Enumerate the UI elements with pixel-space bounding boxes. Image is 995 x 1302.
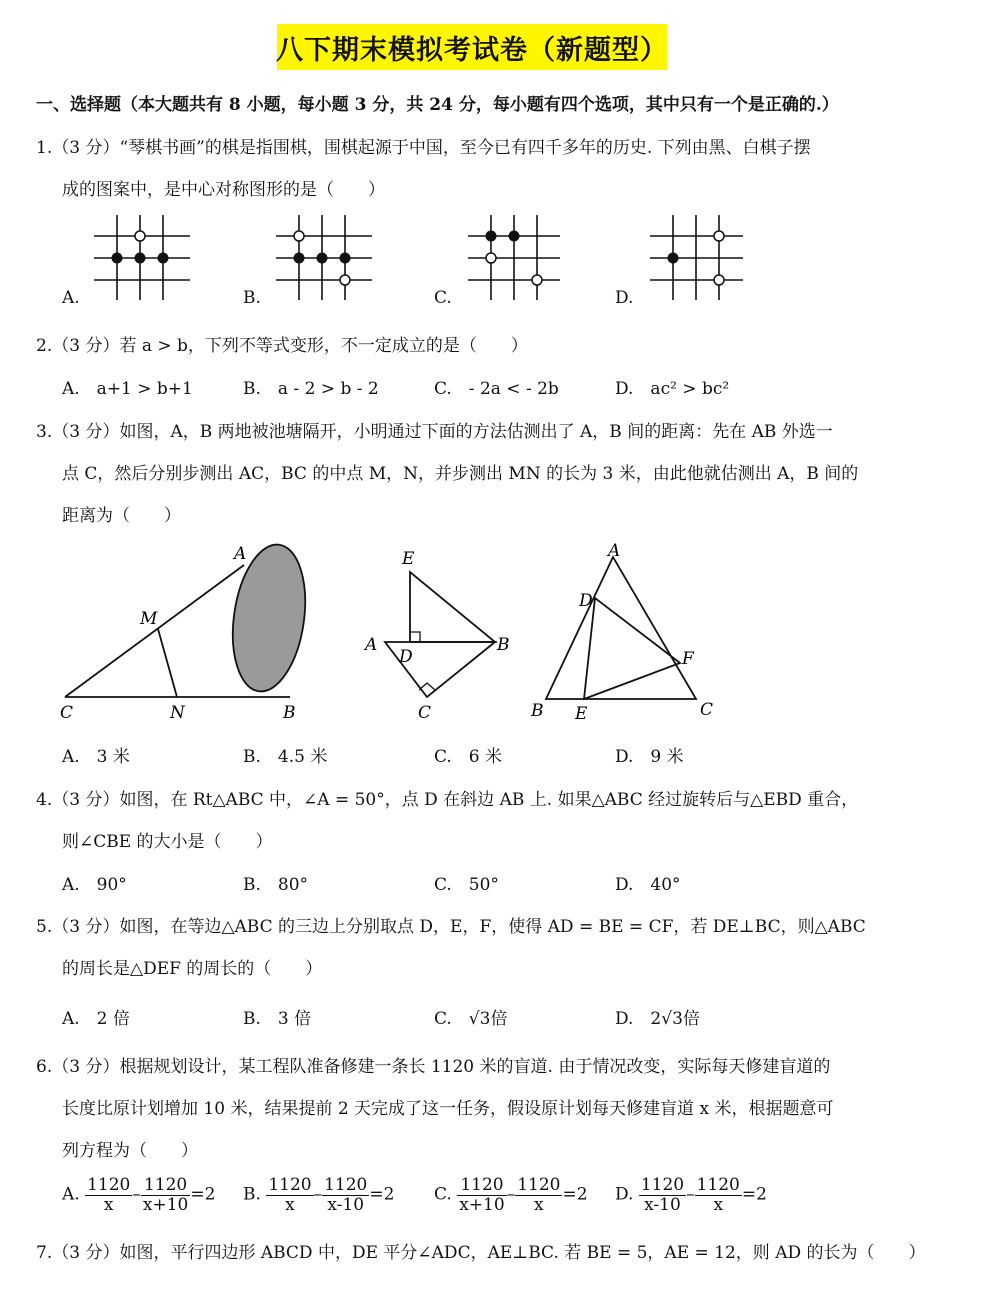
black-stone <box>294 253 305 264</box>
q4-option-c: C. 50° <box>434 875 499 895</box>
q5-option-d: D. 2√3倍 <box>615 1009 700 1029</box>
equilateral-figure <box>525 540 725 725</box>
q2-option-b: B. a - 2 > b - 2 <box>243 379 379 399</box>
segment-ca <box>65 565 244 697</box>
numerator: 1120 <box>268 1175 312 1195</box>
label-a: A <box>234 544 247 564</box>
white-stone <box>714 231 724 241</box>
denominator: x <box>713 1194 724 1215</box>
label-b: B <box>531 701 544 721</box>
q6-line3: 列方程为（ ） <box>62 1141 198 1161</box>
triangle-abc <box>546 557 696 699</box>
rhs: =2 <box>741 1184 767 1205</box>
white-stone <box>486 253 496 263</box>
page-title: 八下期末模拟考试卷（新题型） <box>276 34 668 66</box>
white-stone <box>340 275 350 285</box>
white-stone <box>532 275 542 285</box>
option-label: C. <box>434 1184 452 1205</box>
numerator: 1120 <box>324 1175 368 1195</box>
label-f: F <box>682 649 694 669</box>
label-a: A <box>608 541 621 561</box>
q2-option-d: D. ac² > bc² <box>615 379 730 399</box>
fraction <box>695 1176 742 1214</box>
numerator: 1120 <box>87 1175 131 1195</box>
q5-option-b: B. 3 倍 <box>243 1009 312 1029</box>
q2-option-c: C. - 2a < - 2b <box>434 379 559 399</box>
label-c: C <box>418 703 432 723</box>
q1-line1: 1.（3 分）“琴棋书画”的棋是指围棋，围棋起源于中国，至今已有四千多年的历史. 下列由黑、白棋子摆 <box>36 138 811 158</box>
numerator: 1120 <box>457 1176 506 1196</box>
q3-option-a: A. 3 米 <box>62 747 130 767</box>
numerator: 1120 <box>517 1175 561 1195</box>
q6-line1: 6.（3 分）根据规划设计，某工程队准备修建一条长 1120 米的盲道. 由于情况改变，实际每天修建盲道的 <box>36 1057 831 1077</box>
denominator: x <box>103 1194 114 1215</box>
q6-option-c: C. $\frac{1120}{x+10}$ – $\frac{1120}{x}$ =2 <box>434 1175 588 1215</box>
q1-option-c: C. <box>434 288 452 308</box>
segment-mn <box>158 629 177 697</box>
label-d: D <box>399 647 413 667</box>
q3-line3: 距离为（ ） <box>62 506 181 526</box>
black-stone <box>135 253 146 264</box>
q5-option-a: A. 2 倍 <box>62 1009 130 1029</box>
q5-line1: 5.（3 分）如图，在等边△ABC 的三边上分别取点 D，E，F，使得 AD = BE = CF，若 DE⊥BC，则△ABC <box>36 917 866 937</box>
q2-line1: 2.（3 分）若 a > b，下列不等式变形，不一定成立的是（ ） <box>36 336 528 356</box>
label-e: E <box>402 549 415 569</box>
q3-line1: 3.（3 分）如图，A，B 两地被池塘隔开，小明通过下面的方法估测出了 A，B 间的距离：先在 AB 外选一 <box>36 422 833 442</box>
numerator: 1120 <box>696 1175 740 1195</box>
label-d: D <box>579 591 593 611</box>
black-stone <box>486 231 497 242</box>
fraction <box>457 1176 506 1214</box>
fraction <box>322 1176 369 1214</box>
denominator: x-10 <box>644 1194 681 1215</box>
denominator: x <box>285 1194 295 1215</box>
q4-option-b: B. 80° <box>243 875 309 895</box>
rhs: =2 <box>562 1184 588 1205</box>
option-label: D. <box>615 1184 634 1205</box>
label-m: M <box>140 609 158 629</box>
q5-line2: 的周长是△DEF 的周长的（ ） <box>62 959 323 979</box>
rhs: =2 <box>369 1184 395 1205</box>
q3-option-b: B. 4.5 米 <box>243 747 328 767</box>
go-board-d <box>650 215 743 300</box>
option-label: B. <box>243 1184 261 1205</box>
label-c: C <box>700 700 714 720</box>
rhs: =2 <box>190 1184 216 1205</box>
q5-option-c: C. √3倍 <box>434 1009 508 1029</box>
q6-option-b: B. $\frac{1120}{x}$ – $\frac{1120}{x-10}$ =2 <box>243 1175 395 1215</box>
q1-go-boards <box>0 205 995 305</box>
q4-option-d: D. 40° <box>615 875 681 895</box>
right-angle-mark <box>410 632 420 642</box>
numerator: 1120 <box>141 1176 190 1196</box>
denominator: x-10 <box>327 1194 365 1215</box>
black-stone <box>317 253 328 264</box>
q7-line1: 7.（3 分）如图，平行四边形 ABCD 中，DE 平分∠ADC，AE⊥BC. 若 BE = 5，AE = 12，则 AD 的长为（ ） <box>36 1243 926 1263</box>
white-stone <box>294 231 304 241</box>
q1-option-b: B. <box>243 288 261 308</box>
denominator: x <box>534 1194 544 1215</box>
black-stone <box>112 253 123 264</box>
fraction <box>639 1176 686 1214</box>
black-stone <box>668 253 679 264</box>
fraction <box>515 1176 562 1214</box>
q1-line2: 成的图案中，是中心对称图形的是（ ） <box>62 180 385 200</box>
black-stone <box>509 231 520 242</box>
label-b: B <box>283 703 296 723</box>
label-c: C <box>60 703 74 723</box>
fraction <box>266 1176 313 1214</box>
q1-option-d: D. <box>615 288 634 308</box>
triangle-ebd <box>410 572 495 642</box>
q6-option-a: A. $\frac{1120}{x}$ – $\frac{1120}{x+10}$ =2 <box>62 1175 216 1215</box>
q6-option-d: D. $\frac{1120}{x-10}$ – $\frac{1120}{x}$ =2 <box>615 1175 767 1215</box>
title-highlight <box>277 24 667 70</box>
pond-figure <box>50 540 330 730</box>
option-label: A. <box>62 1184 80 1205</box>
q4-line2: 则∠CBE 的大小是（ ） <box>62 832 273 852</box>
q6-line2: 长度比原计划增加 10 米，结果提前 2 天完成了这一任务，假设原计划每天修建盲道 x 米，根据题意可 <box>62 1099 834 1119</box>
q4-line1: 4.（3 分）如图，在 Rt△ABC 中，∠A = 50°，点 D 在斜边 AB 上. 如果△ABC 经过旋转后与△EBD 重合， <box>36 790 859 810</box>
label-n: N <box>170 703 185 723</box>
black-stone <box>158 253 169 264</box>
numerator: 1120 <box>640 1175 685 1195</box>
q2-option-a: A. a+1 > b+1 <box>62 379 193 399</box>
q3-option-d: D. 9 米 <box>615 747 684 767</box>
black-stone <box>340 253 351 264</box>
fraction <box>85 1176 132 1214</box>
white-stone <box>714 275 724 285</box>
q3-line2: 点 C，然后分别步测出 AC，BC 的中点 M，N，并步测出 MN 的长为 3 米，由此他就估测出 A，B 间的 <box>62 464 859 484</box>
white-stone <box>135 231 145 241</box>
rotation-figure <box>355 540 525 725</box>
label-e: E <box>575 704 588 724</box>
go-board-c <box>468 215 560 300</box>
fraction <box>141 1176 190 1214</box>
q4-option-a: A. 90° <box>62 875 127 895</box>
label-a: A <box>365 635 378 655</box>
section-heading: 一、选择题（本大题共有 8 小题，每小题 3 分，共 24 分，每小题有四个选项，其中只有一个是正确的.） <box>36 95 839 115</box>
label-b: B <box>497 635 510 655</box>
q1-option-a: A. <box>62 288 80 308</box>
denominator: x+10 <box>142 1194 189 1215</box>
denominator: x+10 <box>459 1194 505 1215</box>
q3-option-c: C. 6 米 <box>434 747 503 767</box>
